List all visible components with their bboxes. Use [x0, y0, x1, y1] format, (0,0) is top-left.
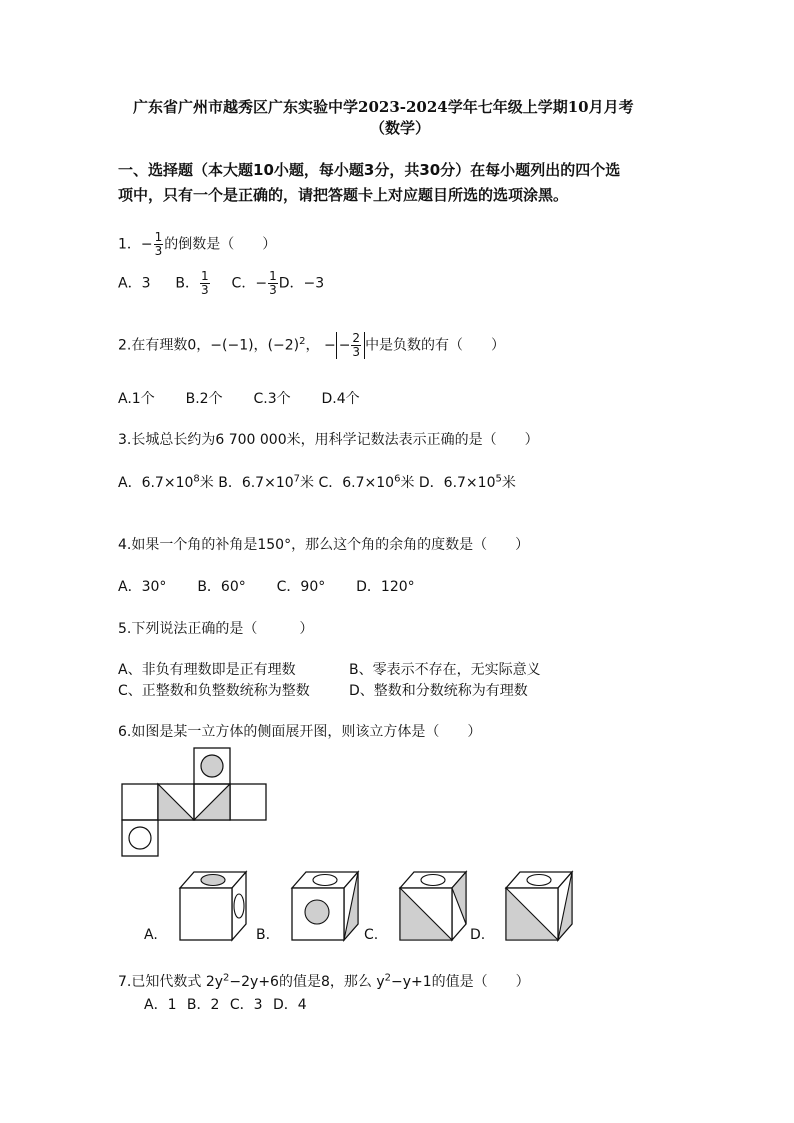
cube-net-figure: [118, 745, 270, 860]
net-triangle-right: [194, 784, 230, 820]
q1-b-den: 3: [201, 283, 209, 297]
q5-option-d: D、整数和分数统称为有理数: [349, 683, 528, 699]
q5-option-b: B、零表示不存在，无实际意义: [349, 662, 541, 678]
q6-label-a: A.: [144, 927, 158, 943]
q3-option-a-exponent: 8: [193, 473, 200, 485]
section-line-2: 项中，只有一个是正确的，请把答题卡上对应题目所选的选项涂黑。: [118, 186, 569, 204]
q2-option-d: D.4个: [321, 391, 360, 407]
net-empty-circle: [129, 827, 151, 849]
q7-expr-1-a: 2y: [205, 974, 224, 990]
q1-frac-den: 3: [154, 244, 163, 258]
cube-option-d: [498, 866, 578, 944]
q1-c-den: 3: [269, 283, 277, 297]
q1-option-b-fraction: [200, 270, 210, 297]
q1-option-d: D．−3: [278, 275, 325, 292]
q4-option-a: A．30°: [118, 579, 167, 595]
page-title: 广东省广州市越秀区广东实验中学2023-2024学年七年级上学期10月月考: [133, 98, 634, 116]
q1-option-a: A．3: [118, 275, 151, 292]
q4-option-c: C．90°: [276, 579, 326, 595]
q3-option-d-exponent: 5: [495, 473, 502, 485]
q3-option-a-unit: 米: [199, 475, 214, 491]
cube-c-top-circle: [421, 875, 445, 886]
q3-option-d: D．6.7×10: [418, 475, 496, 491]
q1-option-c: C．−: [231, 275, 268, 292]
cube-a-side-circle: [234, 894, 244, 918]
q2-expr-3-sign: −: [323, 337, 336, 354]
question-6-stem: 6.如图是某一立方体的侧面展开图，则该立方体是（ ）: [118, 724, 482, 740]
page-subtitle: （数学）: [370, 119, 431, 137]
q2-absolute-value: [336, 332, 365, 359]
question-4-stem: 4.如果一个角的补角是150°，那么这个角的余角的度数是（ ）: [118, 537, 530, 553]
question-2-stem: [118, 332, 505, 359]
q2-expr-3-inner-sign: −: [338, 337, 351, 354]
q3-option-b-unit: 米: [300, 475, 315, 491]
q5-option-a: A、非负有理数即是正有理数: [118, 662, 296, 678]
q1-b-num: 1: [201, 269, 209, 283]
q3-option-b: B．6.7×10: [218, 475, 294, 491]
q2-option-a: A.1个: [118, 391, 155, 407]
question-3-stem: 3.长城总长约为6 700 000米，用科学记数法表示正确的是（ ）: [118, 432, 539, 448]
cube-option-b: [284, 866, 364, 944]
q5-option-c: C、正整数和负整数统称为整数: [118, 683, 310, 699]
q1-fraction: [154, 231, 164, 258]
q7-stem-c: 的值是（ ）: [431, 974, 530, 990]
question-7-options: A．1 B．2 C．3 D．4: [144, 997, 307, 1013]
q7-expr-2-a: y: [376, 974, 385, 990]
q3-option-c-exponent: 6: [394, 473, 401, 485]
net-face-4: [230, 784, 266, 820]
cube-b-front-circle: [305, 900, 329, 924]
q7-expr-1-exponent: 2: [223, 972, 230, 984]
question-7-stem: [118, 971, 530, 991]
section-heading: [118, 158, 620, 208]
q7-stem-a: 7.已知代数式: [118, 974, 202, 990]
q3-option-c: C．6.7×10: [318, 475, 395, 491]
cube-option-c: [392, 866, 472, 944]
q2-expr-2-sep: ，: [305, 337, 320, 354]
q1-c-num: 1: [269, 269, 277, 283]
net-filled-circle: [201, 755, 223, 777]
q2-frac-den: 3: [352, 345, 361, 359]
cube-b-top-circle: [313, 875, 337, 886]
q3-option-d-unit: 米: [501, 475, 516, 491]
q2-prefix: 2.在有理数0，: [118, 337, 211, 354]
question-2-options: [118, 388, 360, 408]
question-5-stem: 5.下列说法正确的是（ ）: [118, 621, 314, 637]
q3-option-a: A．6.7×10: [118, 475, 194, 491]
q2-option-b: B.2个: [185, 391, 223, 407]
q3-option-b-exponent: 7: [293, 473, 301, 485]
q1-suffix: 的倒数是（ ）: [164, 236, 277, 253]
q1-frac-num: 1: [154, 230, 163, 244]
q2-expr-3-fraction: [351, 332, 361, 359]
cube-a-top-circle: [201, 875, 225, 886]
question-4-options: [118, 576, 415, 596]
q3-option-c-unit: 米: [400, 475, 415, 491]
q1-option-b: B．: [175, 275, 199, 292]
question-1-options: [118, 270, 324, 297]
q7-expr-1-b: −2y+6: [229, 974, 279, 990]
q1-prefix: 1．−: [118, 236, 153, 253]
q4-option-b: B．60°: [197, 579, 246, 595]
cube-option-a: [172, 866, 252, 944]
q2-expr-1: −(−1)，: [210, 337, 268, 354]
question-1-stem: [118, 231, 276, 258]
q4-option-d: D．120°: [356, 579, 415, 595]
q6-label-c: C.: [364, 927, 379, 943]
q7-expr-2-exponent: 2: [384, 972, 391, 984]
section-line-1: 一、选择题（本大题10小题，每小题3分，共30分）在每小题列出的四个选: [118, 161, 621, 179]
q7-stem-b: 的值是8，那么: [278, 974, 372, 990]
q7-expr-2-b: −y+1: [391, 974, 432, 990]
q6-label-b: B.: [256, 927, 271, 943]
q2-frac-num: 2: [352, 331, 361, 345]
question-3-options: [118, 472, 516, 492]
q2-option-c: C.3个: [253, 391, 291, 407]
net-triangle-left: [158, 784, 194, 820]
q2-expr-2-exponent: 2: [299, 335, 306, 347]
q2-expr-2-base: (−2): [267, 337, 300, 354]
q2-suffix: 中是负数的有（ ）: [365, 337, 506, 354]
q6-label-d: D.: [470, 927, 486, 943]
cube-d-top-circle: [527, 875, 551, 886]
net-face-1: [122, 784, 158, 820]
cube-a-front-face: [180, 888, 232, 940]
q1-option-c-fraction: [268, 270, 278, 297]
